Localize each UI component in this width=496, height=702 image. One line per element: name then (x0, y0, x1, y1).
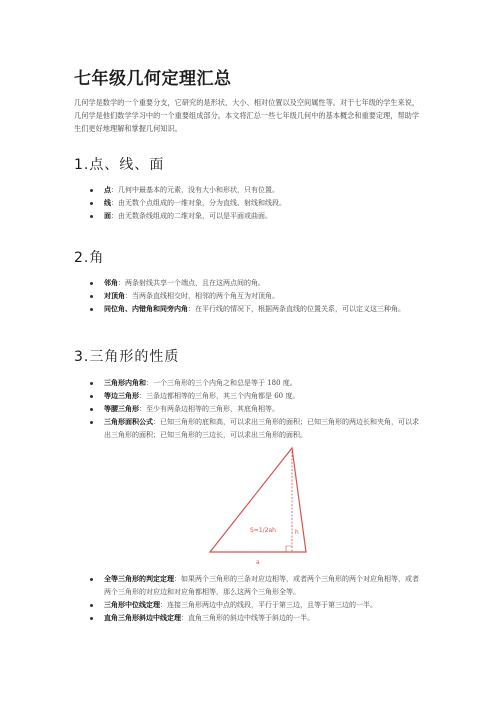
page-title: 七年级几何定理汇总 (74, 69, 232, 89)
list-item: 面：由无数条线组成的二维对象，可以是平面或曲面。 (90, 210, 420, 223)
base-label: a (256, 559, 260, 566)
triangle-area-diagram (206, 442, 318, 568)
height-label: h (295, 529, 299, 536)
list-angles (90, 277, 420, 316)
list-item: 线：由无数个点组成的一维对象，分为直线、射线和线段。 (90, 197, 420, 210)
intro-paragraph: 几何学是数学的一个重要分支，它研究的是形状、大小、相对位置以及空间属性等。对于七年级的学生来说，几何学是他们数学学习中的一个重要组成部分。本文将汇总一些七年级几何中的基本概念和重要定理，帮助学生们更好地理解和掌握几何知识。 (74, 98, 420, 133)
section-heading-triangles: 3.三角形的性质 (74, 349, 180, 365)
section-heading-angles: 2.角 (74, 250, 105, 266)
list-item: 三角形面积公式：已知三角形的底和高，可以求出三角形的面积；已知三角形的两边长和夹角，可以求出三角形的面积；已知三角形的三边长，可以求出三角形的面积。 (90, 416, 420, 442)
list-triangle-theorems (90, 573, 420, 625)
list-item: 对顶角：当两条直线相交时，相邻的两个角互为对顶角。 (90, 290, 420, 303)
section-heading-points-lines: 1.点、线、面 (74, 157, 165, 173)
list-item: 三角形中位线定理：连接三角形两边中点的线段，平行于第三边，且等于第三边的一半。 (90, 599, 420, 612)
list-item: 邻角：两条射线共享一个端点，且在这两点间的角。 (90, 277, 420, 290)
list-item: 三角形内角和：一个三角形的三个内角之和总是等于 180 度。 (90, 377, 420, 390)
area-formula-label: S=1/2ah (250, 527, 276, 534)
list-item: 全等三角形的判定定理：如果两个三角形的三条对应边相等，或者两个三角形的两个对应角相等，或者两个三角形的对应边和对应角都相等，那么这两个三角形全等。 (90, 573, 420, 599)
list-item: 等边三角形：三条边都相等的三角形，其三个内角都是 60 度。 (90, 390, 420, 403)
list-item: 等腰三角形：至少有两条边相等的三角形，其底角相等。 (90, 403, 420, 416)
list-item: 直角三角形斜边中线定理：直角三角形的斜边中线等于斜边的一半。 (90, 612, 420, 625)
right-angle-mark (286, 546, 292, 552)
list-triangle-properties (90, 377, 420, 442)
list-item: 同位角、内错角和同旁内角：在平行线的情况下，根据两条直线的位置关系，可以定义这三种角。 (90, 303, 420, 316)
list-points-lines (90, 184, 420, 223)
list-item: 点：几何中最基本的元素，没有大小和形状，只有位置。 (90, 184, 420, 197)
